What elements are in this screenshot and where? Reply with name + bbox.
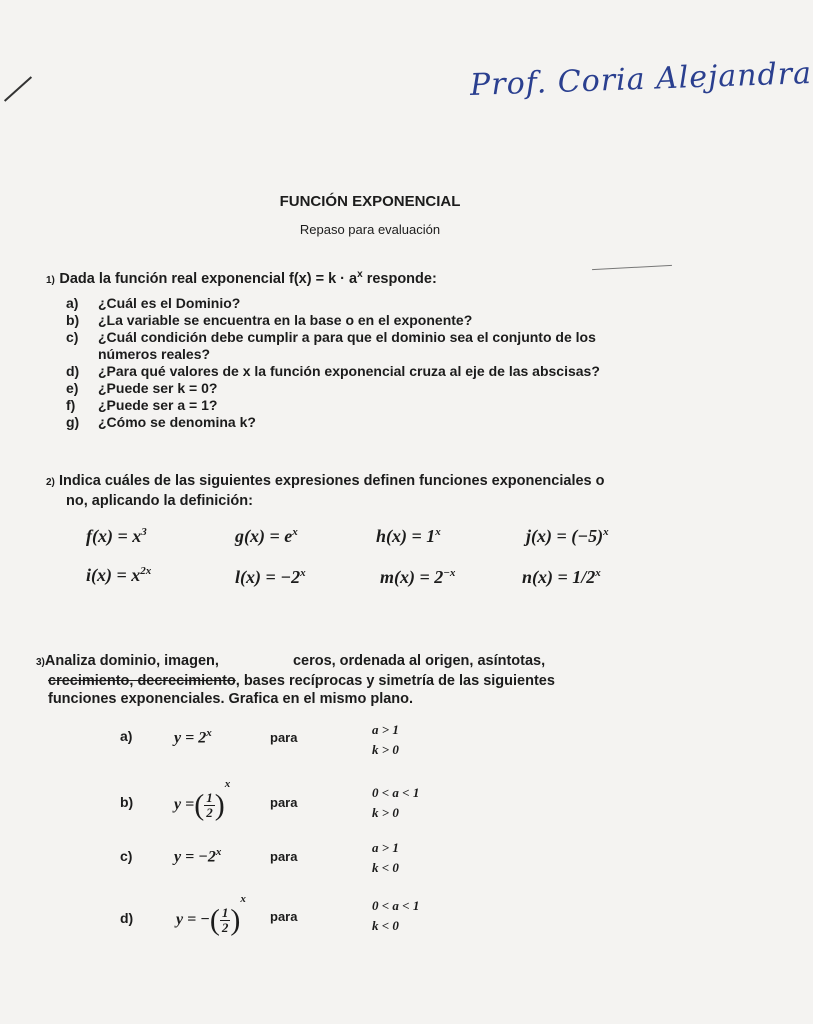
condition-b: 0 < a < 1 k > 0 <box>372 785 420 820</box>
function-g: $g(x) = e^x$ <box>235 526 298 546</box>
function-i: $i(x) = x^{2x}$ <box>86 565 152 585</box>
para-label: para <box>270 795 298 810</box>
equation-d: y = −( $\frac{1}{2}$ )$^x$ <box>176 893 246 937</box>
scan-mark <box>4 76 32 102</box>
list-item: c) ¿Cuál condición debe cumplir a para que el dominio sea el conjunto de los <box>66 329 596 345</box>
function-l: $l(x) = -2^x$ <box>235 567 306 587</box>
para-label: para <box>270 849 298 864</box>
item-label: d) <box>120 910 134 926</box>
function-h: $h(x) = 1^x$ <box>376 526 441 546</box>
function-m: $m(x) = 2^{-x}$ <box>380 567 456 587</box>
question-3-line-2: crecimiento, decrecimiento, bases recíprocas y simetría de las siguientes <box>48 673 555 689</box>
equation-b: y =( $\frac{1}{2}$ )$^x$ <box>174 778 231 822</box>
worksheet-title: FUNCIÓN EXPONENCIAL <box>279 193 461 210</box>
item-label: b) <box>120 794 134 810</box>
list-item: d) ¿Para qué valores de x la función exponencial cruza al eje de las abscisas? <box>66 363 600 379</box>
condition-a: a > 1 k > 0 <box>372 722 399 757</box>
condition-d: 0 < a < 1 k < 0 <box>372 898 420 933</box>
function-n: $n(x) = 1/2^x$ <box>522 567 601 587</box>
teacher-signature: Prof. Coria Alejandra <box>469 56 813 103</box>
scan-mark <box>592 265 672 270</box>
function-j: $j(x) = (-5)^x$ <box>526 526 609 546</box>
para-label: para <box>270 730 298 745</box>
list-item: números reales? <box>98 346 211 362</box>
para-label: para <box>270 909 298 924</box>
question-number: 1) <box>46 274 55 286</box>
list-item: f) ¿Puede ser a = 1? <box>66 397 218 413</box>
condition-c: a > 1 k < 0 <box>372 840 399 875</box>
question-2 <box>46 472 605 510</box>
list-item: a) ¿Cuál es el Dominio? <box>66 295 241 311</box>
list-item: b) ¿La variable se encuentra en la base o en el exponente? <box>66 312 473 328</box>
item-label: a) <box>120 728 133 744</box>
equation-c: $y = -2^x$ <box>174 846 222 866</box>
question-1-prompt: Dada la función real exponencial $f(x) = k \cdot a^x$ responde: <box>59 269 437 287</box>
question-2-line-2: no, aplicando la definición: <box>66 493 253 509</box>
question-3 <box>36 652 646 708</box>
equation-a: $y = 2^x$ <box>174 727 212 747</box>
list-item: e) ¿Puede ser k = 0? <box>66 380 218 396</box>
question-2-line-1: 2) Indica cuáles de las siguientes expresiones definen funciones exponenciales o <box>46 473 605 489</box>
question-3-line-3: funciones exponenciales. Grafica en el mismo plano. <box>48 691 414 707</box>
question-1-items <box>66 295 600 431</box>
worksheet-subtitle: Repaso para evaluación <box>299 222 441 237</box>
item-label: c) <box>120 848 133 864</box>
list-item: g) ¿Cómo se denomina k? <box>66 414 256 430</box>
function-f: $f(x) = x^3$ <box>86 526 147 546</box>
question-3-line-1: 3)Analiza dominio, imagen, ceros, ordenada al origen, asíntotas, <box>36 653 546 669</box>
question-1 <box>46 266 437 288</box>
